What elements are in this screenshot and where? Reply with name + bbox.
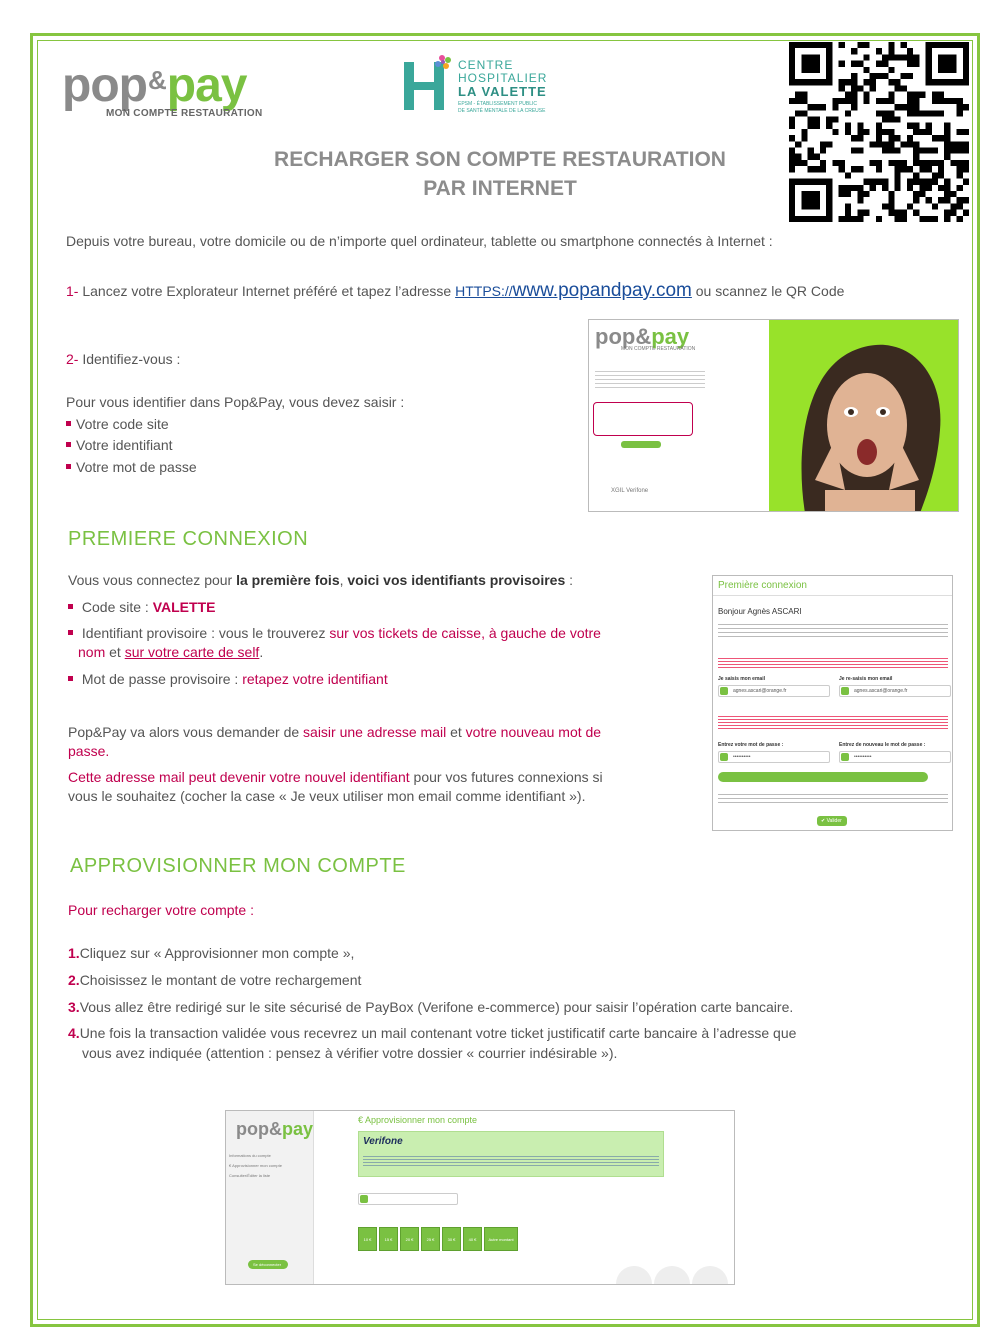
shot2-validate-button: ✔ Valider [817, 816, 847, 826]
shot3-menu-approvisionner: € Approvisionner mon compte [229, 1163, 282, 1168]
shot2-password-rules [718, 714, 948, 730]
shot3-title: € Approvisionner mon compte [358, 1115, 478, 1125]
shot2-password-field: •••••••••• [718, 751, 830, 763]
premiere-para-2b: vous le souhaitez (cocher la case « Je veux utiliser mon email comme identifiant »). [68, 788, 586, 804]
shot1-text-lines [595, 368, 705, 388]
shot3-verifone-box [358, 1131, 664, 1177]
intro-text: Depuis votre bureau, votre domicile ou de n’importe quel ordinateur, tablette ou smartphone connectés à Internet : [66, 233, 773, 249]
amount-20: 20 € [400, 1227, 419, 1251]
shot1-tagline: MON COMPTE RESTAURATION [621, 346, 696, 352]
shot2-header: Première connexion [713, 576, 953, 596]
shot3-sidebar: pop&pay Informations du compte € Approvisionner mon compte Consulter/Éditer la liste Se déconnecter [226, 1111, 314, 1285]
popandpay-logo: pop&pay MON COMPTE RESTAURATION [62, 59, 263, 119]
shot1-connect-button [621, 441, 661, 448]
shot3-amount-buttons [358, 1227, 518, 1251]
step-2-lead: Pour vous identifier dans Pop&Pay, vous devez saisir : [66, 394, 405, 410]
shot2-checkbox-text [718, 791, 948, 803]
hospital-h-icon [402, 52, 454, 114]
qr-code[interactable] [788, 42, 970, 222]
heading-premiere-connexion: PREMIERE CONNEXION [68, 528, 309, 550]
popandpay-tagline: MON COMPTE RESTAURATION [106, 108, 263, 119]
shot2-greeting: Bonjour Agnès ASCARI [718, 607, 802, 616]
appro-lead: Pour recharger votre compte : [68, 902, 254, 918]
login-screenshot [588, 319, 959, 512]
appro-item-4b: vous avez indiquée (attention : pensez à vérifier votre dossier « courrier indésirable »). [82, 1045, 618, 1061]
surprised-woman-image [785, 330, 945, 512]
shot2-warning [718, 656, 948, 668]
shot2-label-password-confirm: Entrez de nouveau le mot de passe : [839, 742, 926, 748]
appro-item-1: 1.Cliquez sur « Approvisionner mon compte », [68, 945, 355, 961]
premiere-lead: Vous vous connectez pour la première fois, voici vos identifiants provisoires : [68, 572, 574, 588]
hospital-logo [402, 44, 572, 118]
amount-25: 25 € [421, 1227, 440, 1251]
amount-30: 30 € [442, 1227, 461, 1251]
hospital-subtitle-1: EPSM - ÉTABLISSEMENT PUBLIC [458, 101, 538, 107]
shot1-logo: pop&pay [595, 324, 690, 349]
bullet-identifiant: Votre identifiant [66, 437, 173, 453]
recharge-screenshot [225, 1110, 735, 1285]
shot1-footer: XGIL Verifone [611, 488, 649, 494]
amount-40: 40 € [463, 1227, 482, 1251]
shot2-label-email-confirm: Je re-saisis mon email [839, 676, 893, 682]
appro-item-2: 2.Choisissez le montant de votre rechargement [68, 972, 362, 988]
decorative-circles [614, 1262, 734, 1284]
shot3-email-field [358, 1193, 458, 1205]
amount-other: Autre montant [484, 1227, 518, 1251]
shot2-password-confirm-field: •••••••••• [839, 751, 951, 763]
bullet-code-site: Votre code site [66, 416, 169, 432]
amount-15: 15 € [379, 1227, 398, 1251]
hospital-name-1: CENTRE [458, 58, 514, 72]
first-login-screenshot [712, 575, 953, 831]
heading-approvisionner: APPROVISIONNER MON COMPTE [70, 855, 406, 877]
page-title: RECHARGER SON COMPTE RESTAURATION PAR INTERNET [274, 148, 726, 200]
verifone-logo: Verifone [363, 1136, 403, 1147]
shot3-menu-consulter: Consulter/Éditer la liste [229, 1173, 271, 1178]
identifiant-continuation: nom et sur votre carte de self. [78, 644, 264, 660]
amount-10: 10 € [358, 1227, 377, 1251]
step-2: 2- Identifiez-vous : [66, 351, 181, 367]
hospital-subtitle-2: DE SANTÉ MENTALE DE LA CREUSE [458, 108, 546, 114]
bullet-identifiant-provisoire: Identifiant provisoire : vous le trouverez sur vos tickets de caisse, à gauche de votre [68, 625, 601, 641]
shot2-label-email: Je saisis mon email [718, 676, 765, 682]
url-link-prefix[interactable]: HTTPS:// [455, 283, 513, 299]
shot2-conditions-bar [718, 772, 928, 782]
hospital-name-2: HOSPITALIER [458, 71, 548, 85]
bullet-mot-de-passe-provisoire: Mot de passe provisoire : retapez votre identifiant [68, 671, 388, 687]
shot1-login-fields [593, 402, 693, 436]
shot2-email-confirm-field: agnes.ascari@orange.fr [839, 685, 951, 697]
appro-item-3: 3.Vous allez être redirigé sur le site sécurisé de PayBox (Verifone e-commerce) pour saisir l’opération carte bancaire. [68, 999, 794, 1015]
shot2-email-field: agnes.ascari@orange.fr [718, 685, 830, 697]
premiere-para-2: Cette adresse mail peut devenir votre nouvel identifiant pour vos futures connexions si [68, 769, 603, 785]
premiere-para-1: Pop&Pay va alors vous demander de saisir une adresse mail et votre nouveau mot de [68, 724, 602, 740]
hospital-name-3: LA VALETTE [458, 84, 547, 99]
premiere-para-1b: passe. [68, 743, 110, 759]
shot3-disconnect-button: Se déconnecter [248, 1260, 288, 1269]
url-link[interactable]: www.popandpay.com [512, 280, 692, 301]
shot2-text-lines [718, 621, 948, 639]
shot3-menu-info: Informations du compte [229, 1153, 271, 1158]
bullet-mot-de-passe: Votre mot de passe [66, 459, 197, 475]
step-1: 1- Lancez votre Explorateur Internet préféré et tapez l’adresse HTTPS://www.popandpay.com ou scannez le QR Code [66, 280, 845, 301]
appro-item-4: 4.Une fois la transaction validée vous recevrez un mail contenant votre ticket justificatif carte bancaire à l’adresse que [68, 1025, 797, 1041]
bullet-code-site-valette: Code site : VALETTE [68, 599, 215, 615]
shot2-label-password: Entrez votre mot de passe : [718, 742, 784, 748]
